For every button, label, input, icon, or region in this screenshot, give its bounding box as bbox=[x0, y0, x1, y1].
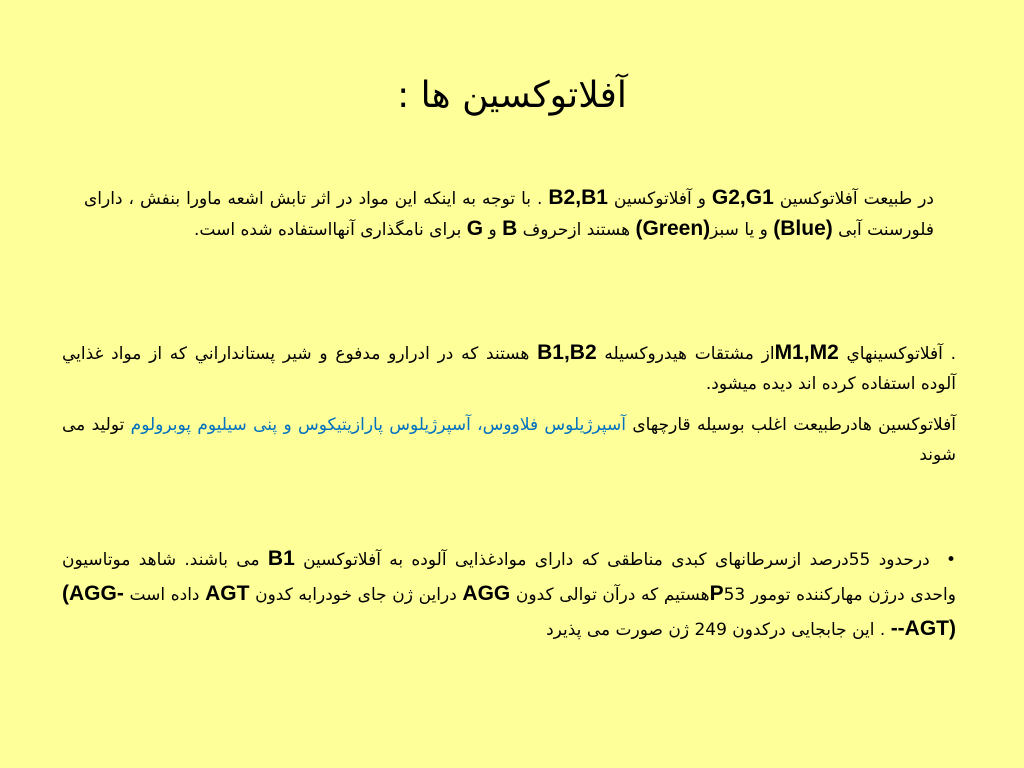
text: درحدود 55درصد ازسرطانهای کبدی مناطقی که دارای موادغذایی آلوده به آفلاتوکسین bbox=[294, 550, 930, 570]
text: و یا سبز bbox=[710, 220, 774, 240]
term-blue: (Blue) bbox=[773, 217, 833, 240]
term-p: P bbox=[709, 582, 724, 605]
paragraph-m-aflatoxins bbox=[62, 338, 956, 399]
paragraph-aflatoxin-naming bbox=[84, 183, 934, 245]
text: هستیم که درآن توالی کدون bbox=[510, 585, 710, 605]
codon-sequence: (AGG---AGT) bbox=[62, 582, 956, 640]
text: هستند که در ادرارو مدفوع و شیر پستانداراني که از مواد غذايي آلوده استفاده کرده اند دیده میشود. bbox=[62, 344, 956, 394]
text: آفلاتوکسین هادرطبیعت اغلب بوسیله قارچهای bbox=[626, 415, 956, 435]
text: در طبیعت آفلاتوکسین bbox=[773, 189, 935, 209]
text: هستند ازحروف bbox=[517, 220, 636, 240]
text: از مشتقات هیدروکسیله bbox=[596, 344, 775, 364]
text: دراین ژن جای خودرابه کدون bbox=[249, 585, 463, 605]
fungi-names-link[interactable]: آسپرژیلوس فلاووس، آسپرژیلوس پارازیتیکوس و پنی سیلیوم پوبرولوم bbox=[130, 415, 626, 435]
term-b1b2: B1,B2 bbox=[537, 341, 597, 364]
letter-g: G bbox=[466, 217, 484, 240]
text: . با توجه به اینکه این مواد در اثر تابش اشعه ماورا بنفش ، دارای فلورسنت آبی bbox=[84, 189, 934, 240]
text: داده است bbox=[123, 585, 206, 605]
bullet-icon: • bbox=[945, 550, 957, 570]
text: و bbox=[483, 220, 503, 240]
term-g2g1: G2,G1 bbox=[711, 186, 774, 209]
letter-b: B bbox=[502, 217, 518, 240]
text: . این جابجایی درکدون 249 ژن صورت می پذیرد bbox=[546, 620, 891, 640]
text: و آفلاتوکسین bbox=[607, 189, 712, 209]
text: . آفلاتوکسینهاي bbox=[838, 344, 956, 364]
slide-title: آفلاتوکسین ها : bbox=[397, 75, 627, 116]
text: 53 bbox=[723, 585, 746, 605]
term-green: (Green) bbox=[635, 217, 711, 240]
text: می باشند. شاهد موتاسیون واحدی درژن مهارکننده تومور bbox=[62, 550, 956, 605]
paragraph-liver-cancer bbox=[62, 542, 956, 647]
text: برای نامگذاری آنهااستفاده شده است. bbox=[194, 220, 467, 240]
codon-agg: AGG bbox=[462, 582, 511, 605]
codon-agt: AGT bbox=[205, 582, 250, 605]
term-m1m2: M1,M2 bbox=[774, 341, 839, 364]
text: تولید می شوند bbox=[62, 415, 956, 465]
term-b1: B1 bbox=[267, 547, 295, 570]
paragraph-fungi-sources bbox=[62, 410, 956, 470]
term-b2b1: B2,B1 bbox=[548, 186, 608, 209]
